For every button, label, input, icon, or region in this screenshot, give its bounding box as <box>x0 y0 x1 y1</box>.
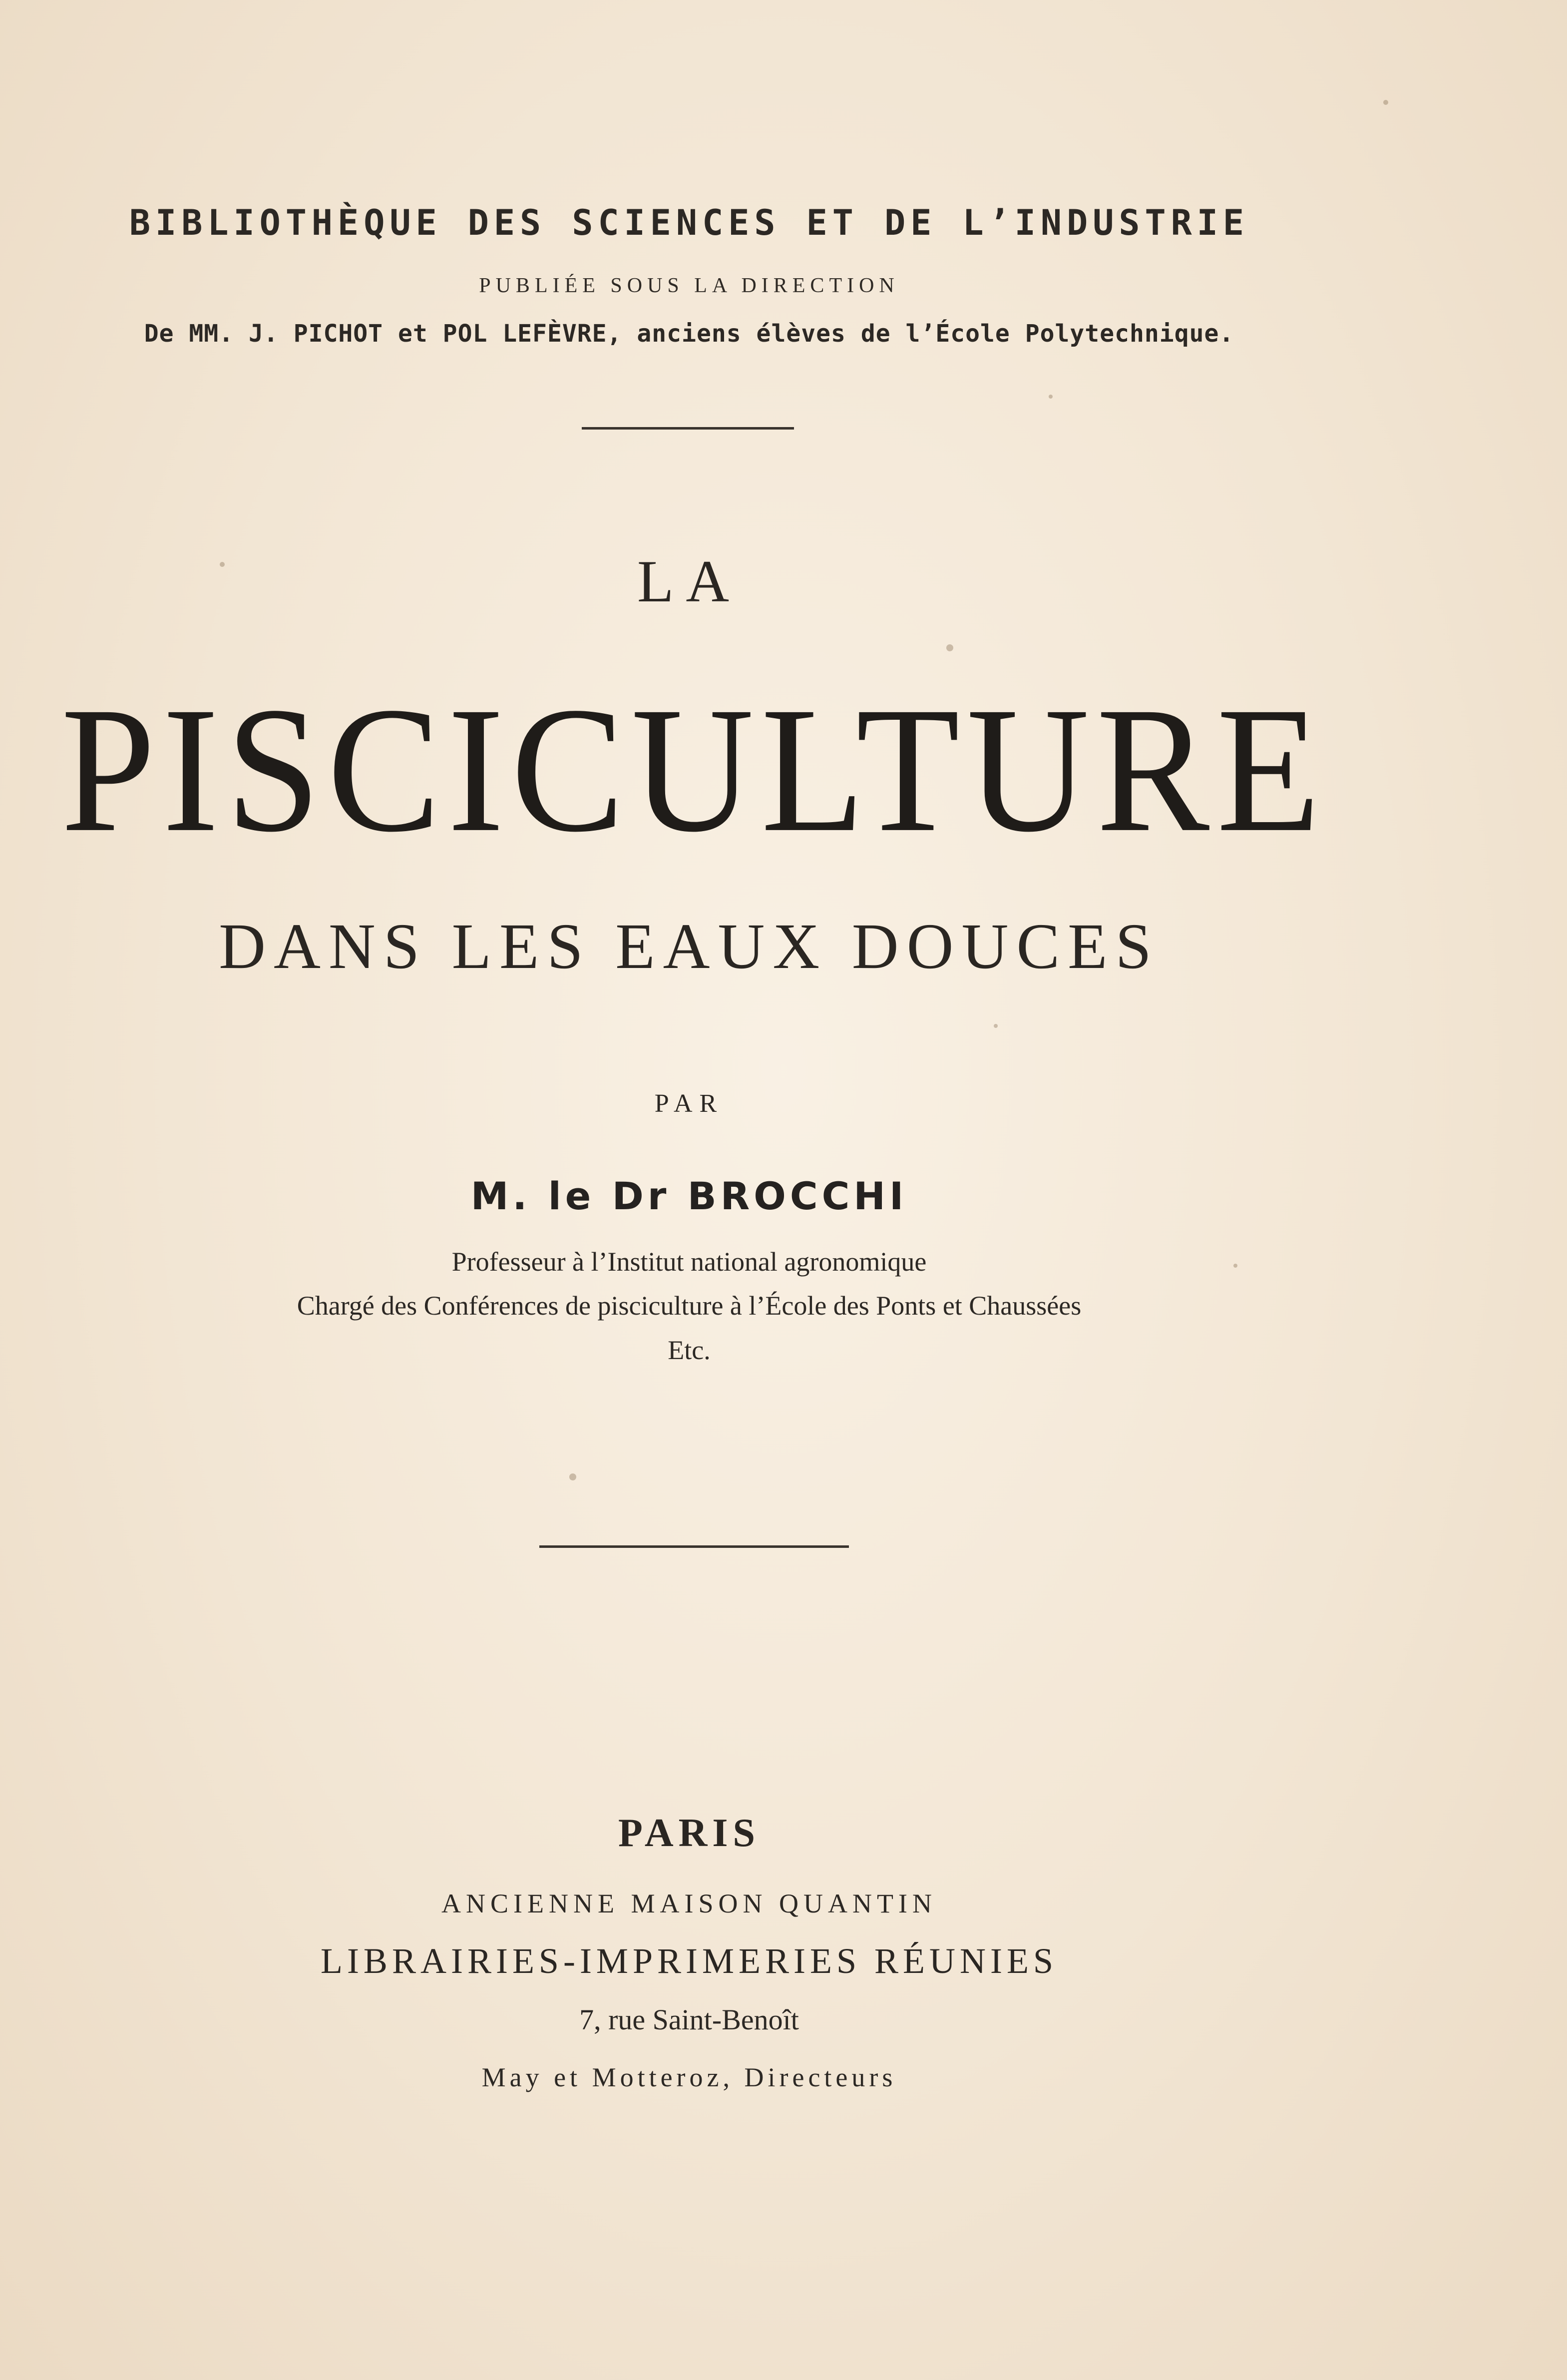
paper-speck <box>220 562 225 567</box>
author-name: M. le Dr BROCCHI <box>470 1174 908 1218</box>
publisher-address: 7, rue Saint-Benoît <box>579 2003 799 2036</box>
publisher-name: LIBRAIRIES-IMPRIMERIES RÉUNIES <box>320 1941 1058 1981</box>
author-role: Chargé des Conférences de pisciculture à l’École des Ponts et Chaussées <box>297 1291 1082 1321</box>
by-line: PAR <box>654 1089 724 1118</box>
divider-rule-top <box>582 427 794 430</box>
series-title: BIBLIOTHÈQUE DES SCIENCES ET DE L’INDUSTRIE <box>129 202 1249 243</box>
publisher-former-name: ANCIENNE MAISON QUANTIN <box>441 1889 937 1918</box>
paper-speck <box>946 644 953 651</box>
paper-speck <box>1233 1264 1237 1268</box>
publisher-city: PARIS <box>618 1811 761 1855</box>
published-under-line: PUBLIÉE SOUS LA DIRECTION <box>479 274 899 297</box>
series-directors: De MM. J. PICHOT et POL LEFÈVRE, anciens élèves de l’École Polytechnique. <box>144 320 1234 348</box>
paper-speck <box>569 1473 576 1480</box>
author-role: Professeur à l’Institut national agronomique <box>451 1247 927 1277</box>
book-title: PISCICULTURE <box>61 669 1327 870</box>
paper-speck <box>1383 100 1388 105</box>
book-subtitle: DANS LES EAUX DOUCES <box>219 911 1160 982</box>
publisher-directors: May et Motteroz, Directeurs <box>481 2062 897 2092</box>
title-article: LA <box>637 548 741 614</box>
paper-speck <box>994 1024 998 1028</box>
divider-rule-bottom <box>539 1545 849 1548</box>
paper-speck <box>1049 395 1053 399</box>
author-role: Etc. <box>668 1335 711 1365</box>
